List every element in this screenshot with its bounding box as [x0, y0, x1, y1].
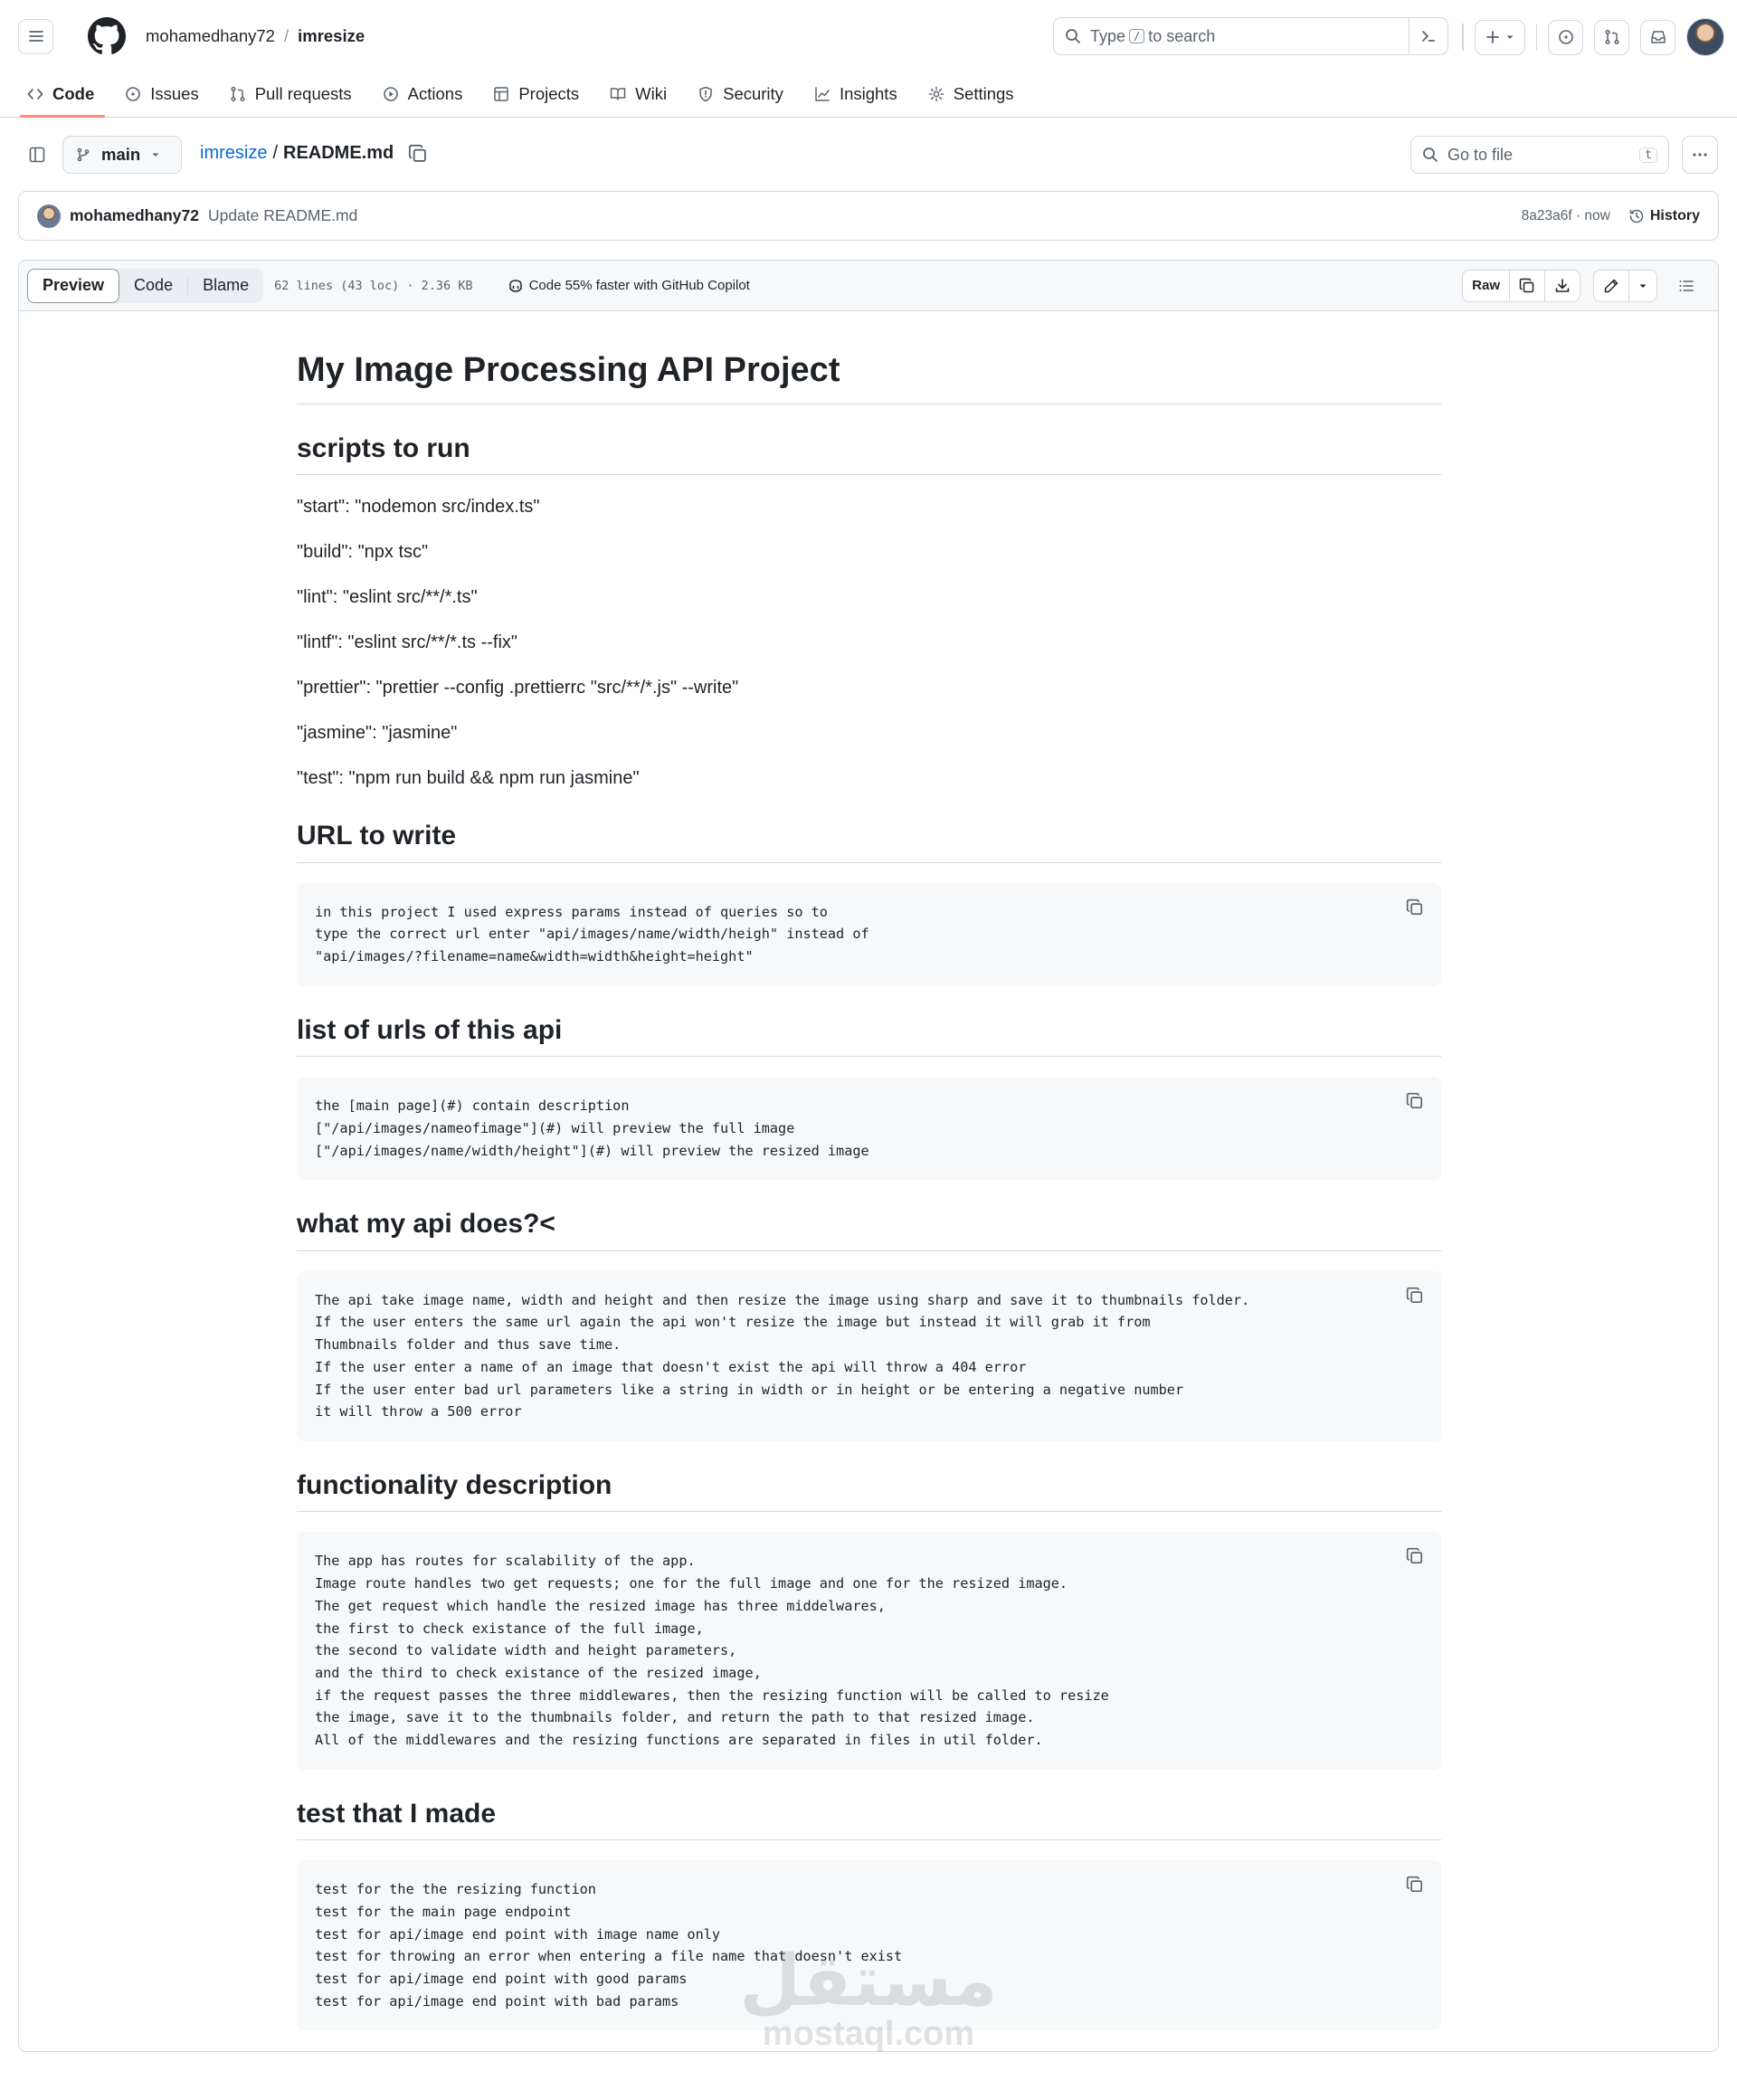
branch-selector[interactable] — [62, 136, 182, 174]
tab-insights[interactable] — [812, 71, 910, 117]
latest-commit-bar — [18, 191, 1719, 241]
copy-icon — [1406, 1876, 1424, 1894]
header-actions — [1462, 18, 1724, 56]
pull-request-icon — [230, 86, 246, 102]
copy-path-icon[interactable] — [408, 144, 428, 164]
tab-issues[interactable] — [123, 71, 211, 117]
readme-title: My Image Processing API Project — [297, 349, 1441, 404]
tab-preview[interactable]: Preview — [27, 269, 119, 303]
tab-projects[interactable] — [491, 71, 592, 117]
search-icon — [1422, 147, 1438, 163]
plus-icon — [1485, 30, 1500, 44]
global-search-input[interactable] — [1053, 17, 1448, 55]
section-heading-functionality: functionality description — [297, 1468, 1441, 1513]
code-text: test for the the resizing function test for the main page endpoint test for api/image end point with image name only test for throwing an error when entering a file name that doesn't exist test for api/image end point with good params test for api/image end point with bad params — [315, 1881, 903, 2010]
copy-code-button[interactable] — [1403, 1284, 1427, 1307]
tab-label: Pull requests — [254, 84, 352, 103]
section-heading-api-does: what my api does?< — [297, 1207, 1441, 1251]
kebab-horizontal-icon — [1691, 146, 1709, 164]
toggle-file-tree-button[interactable] — [20, 138, 54, 172]
list-unordered-icon — [1678, 278, 1694, 294]
pull-request-icon — [1604, 29, 1620, 45]
code-block-url-list — [297, 1077, 1441, 1180]
code-text: The api take image name, width and height and then resize the image using sharp and save it to thumbnails folder. If the user enters the same url again the api won't resize the image but instead it will grab it from Thumbnails folder and thus save time. If the user enter a name of an image that doesn't exist the api will throw a 404 error If the user enter bad url parameters like a string in width or in height or be entering a negative number it will throw a 500 error — [315, 1291, 1250, 1421]
code-text: in this project I used express params instead of queries so to type the correct url enter "api/images/name/width/heigh" instead of "api/images/?filename=name&width=width&height=height" — [315, 903, 869, 964]
copy-icon — [1519, 278, 1535, 294]
edit-actions-group — [1593, 270, 1657, 302]
copy-code-button[interactable] — [1403, 1873, 1427, 1896]
commit-author-avatar[interactable] — [37, 204, 61, 228]
section-heading-url-list: list of urls of this api — [297, 1013, 1441, 1058]
issues-button[interactable] — [1548, 20, 1583, 55]
tab-label: Code — [52, 84, 95, 103]
tab-label: Insights — [839, 84, 897, 103]
script-line: "lintf": "eslint src/**/*.ts --fix" — [297, 632, 517, 652]
tab-actions[interactable] — [381, 71, 476, 117]
history-button[interactable] — [1628, 208, 1700, 224]
inbox-button[interactable] — [1640, 20, 1675, 55]
caret-down-icon — [151, 150, 160, 159]
tab-label: Projects — [518, 84, 580, 103]
pull-requests-button[interactable] — [1594, 20, 1629, 55]
watermark-latin: mostaql.com — [762, 2015, 975, 2053]
script-line: "lint": "eslint src/**/*.ts" — [297, 587, 478, 607]
tab-security[interactable] — [696, 71, 796, 117]
header-divider — [1536, 24, 1538, 51]
section-heading-scripts: scripts to run — [297, 432, 1441, 476]
header-divider — [1462, 24, 1464, 51]
repo-navigation — [0, 72, 1737, 118]
tab-pull-requests[interactable] — [228, 71, 365, 117]
more-options-button[interactable] — [1682, 136, 1718, 174]
issue-icon — [1558, 29, 1574, 45]
play-icon — [383, 86, 399, 102]
issue-icon — [125, 86, 141, 102]
github-logo-icon[interactable] — [88, 17, 126, 55]
commit-meta — [1522, 208, 1700, 224]
file-toolbar — [19, 261, 1718, 311]
script-line: "build": "npx tsc" — [297, 542, 429, 562]
copy-icon — [1406, 1092, 1424, 1110]
breadcrumb-separator: / — [272, 143, 279, 163]
history-label: History — [1649, 207, 1700, 223]
search-prefix: Type — [1090, 26, 1126, 45]
copilot-promo-text: Code 55% faster with GitHub Copilot — [528, 278, 750, 293]
breadcrumb — [200, 143, 428, 164]
copy-code-button[interactable] — [1403, 896, 1427, 919]
edit-options-button[interactable] — [1629, 271, 1656, 301]
copy-code-button[interactable] — [1403, 1544, 1427, 1568]
code-block-url — [297, 883, 1441, 986]
commit-message[interactable]: Update README.md — [207, 206, 358, 224]
tab-code-view[interactable]: Code — [119, 277, 188, 295]
download-raw-button[interactable] — [1545, 271, 1580, 301]
history-icon — [1628, 208, 1645, 224]
book-icon — [610, 86, 626, 102]
search-shortcut-key: / — [1129, 29, 1144, 43]
owner-link[interactable]: mohamedhany72 — [146, 26, 275, 45]
raw-button[interactable]: Raw — [1463, 271, 1510, 301]
code-text: The app has routes for scalability of the app. Image route handles two get requests; one for the full image and one for the resized image. The get request which handle the resized image has three middelwares, the first to check existance of the full image, the second to validate width and height parameters, and the third to check existance of the resized image, if the request passes the three middlewares, then the resizing function will be called to resize the image, save it to the thumbnails folder, and return the path to that resized image. All of the middlewares and the resizing functions are separated in files in util folder. — [315, 1553, 1109, 1749]
commit-author[interactable]: mohamedhany72 — [70, 206, 199, 224]
edit-file-button[interactable] — [1594, 271, 1629, 301]
view-mode-switch — [27, 269, 263, 303]
download-icon — [1554, 278, 1571, 294]
table-icon — [493, 86, 509, 102]
command-palette-icon[interactable] — [1409, 18, 1437, 54]
file-viewer — [18, 260, 1719, 2052]
script-line: "jasmine": "jasmine" — [297, 723, 458, 743]
copy-icon — [1406, 1287, 1424, 1305]
go-to-file-shortcut: t — [1639, 147, 1657, 163]
code-block-tests — [297, 1860, 1441, 2030]
tab-settings[interactable] — [926, 71, 1027, 117]
tab-code[interactable] — [25, 71, 107, 117]
graph-icon — [814, 86, 831, 102]
file-actions — [1462, 270, 1703, 302]
commit-sha-time[interactable]: 8a23a6f · now — [1521, 207, 1610, 223]
code-block-functionality — [297, 1532, 1441, 1769]
copy-code-button[interactable] — [1403, 1089, 1427, 1113]
section-heading-tests: test that I made — [297, 1797, 1441, 1841]
search-icon — [1065, 28, 1081, 44]
watermark-arabic: مستقل — [739, 1941, 998, 2022]
tab-label: Security — [723, 84, 783, 103]
context-separator: / — [283, 26, 290, 45]
code-block-api-does — [297, 1271, 1441, 1441]
tab-label: Issues — [150, 84, 199, 103]
outline-button[interactable] — [1670, 270, 1703, 302]
breadcrumb-repo-link[interactable]: imresize — [200, 143, 268, 163]
copy-icon — [1406, 1547, 1424, 1565]
script-line: "start": "nodemon src/index.ts" — [297, 497, 540, 517]
repo-context — [146, 26, 365, 46]
shield-icon — [698, 86, 714, 102]
create-new-button[interactable] — [1475, 20, 1525, 55]
menu-icon — [27, 27, 45, 45]
go-to-file-placeholder: Go to file — [1448, 145, 1514, 164]
caret-down-icon — [1638, 281, 1647, 290]
repo-link[interactable]: imresize — [298, 26, 365, 45]
copilot-promo-link[interactable] — [508, 278, 750, 294]
script-line: "test": "npm run build && npm run jasmine" — [297, 768, 640, 788]
branch-icon — [76, 147, 90, 162]
tab-label: Settings — [953, 84, 1014, 103]
gear-icon — [928, 86, 944, 102]
hamburger-menu-button[interactable] — [18, 19, 53, 54]
code-text: the [main page](#) contain description ["/api/images/nameofimage"](#) will preview the full image ["/api/images/name/width/height"](#) will preview the resized image — [315, 1098, 869, 1159]
user-avatar[interactable] — [1686, 18, 1724, 56]
raw-actions-group — [1462, 270, 1580, 302]
tab-label: Actions — [407, 84, 463, 103]
search-suffix: to search — [1148, 26, 1216, 45]
tab-blame[interactable]: Blame — [203, 276, 250, 294]
section-heading-url: URL to write — [297, 819, 1441, 863]
inbox-icon — [1650, 29, 1666, 45]
tab-label: Wiki — [635, 84, 668, 103]
copilot-icon — [508, 278, 524, 294]
breadcrumb-file-name: README.md — [283, 143, 394, 163]
file-header — [0, 134, 1737, 176]
sidebar-expand-icon — [28, 146, 46, 164]
pencil-icon — [1603, 278, 1619, 294]
copy-icon — [1406, 898, 1424, 917]
copy-raw-button[interactable] — [1510, 271, 1545, 301]
code-icon — [27, 86, 43, 102]
branch-name: main — [101, 145, 141, 164]
script-line: "prettier": "prettier --config .prettierrc "src/**/*.js" --write" — [297, 678, 739, 698]
caret-down-icon — [1505, 33, 1514, 42]
file-meta: 62 lines (43 loc) · 2.36 KB — [274, 278, 473, 293]
tab-wiki[interactable] — [608, 71, 679, 117]
go-to-file-input[interactable] — [1410, 136, 1669, 174]
readme-content — [297, 349, 1441, 2030]
scripts-list — [297, 493, 1441, 792]
